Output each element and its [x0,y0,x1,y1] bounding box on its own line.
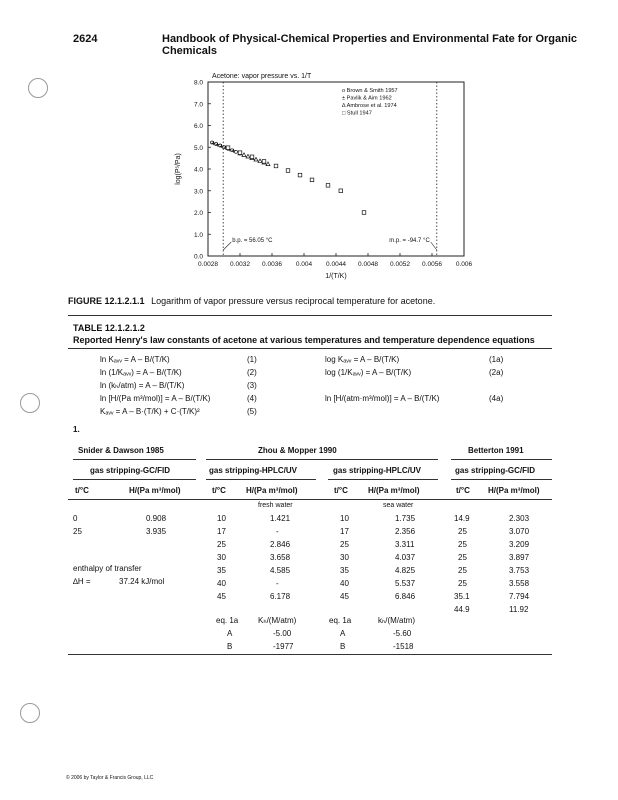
x-tick-label: 0.0036 [262,261,282,268]
legend-entry: o Brown & Smith 1957 [342,88,398,94]
table-cell: 4.037 [395,553,416,562]
group-method: gas stripping-GC/FID [90,466,170,475]
equation-number: (3) [247,381,257,390]
table-cell: 35 [217,566,226,575]
y-tick-label: 7.0 [193,101,203,109]
sub-header: sea water [383,502,414,509]
enthalpy-symbol: ∆H = [73,577,91,586]
table-cell: 35 [340,566,349,575]
part-label: 1. [73,425,80,434]
x-tick-label: 0.0032 [230,261,250,268]
eq-param: B [340,642,346,651]
table-cell: 3.558 [509,579,530,588]
table-cell: 3.935 [146,527,167,536]
table-cell: 6.178 [270,592,291,601]
enthalpy-label: enthalpy of transfer [73,564,142,573]
equation-number: (5) [247,407,257,416]
equation: ln [H/(atm·m³/mol)] = A – B/(T/K) [325,394,440,403]
table-cell: 11.92 [509,605,529,614]
data-point [326,184,330,188]
table-cell: 45 [340,592,349,601]
table-cell: 45 [217,592,226,601]
table-cell: 3.209 [509,540,530,549]
group-method: gas stripping-HPLC/UV [209,466,298,475]
eq-value: -1518 [393,642,414,651]
group-rule [206,459,438,460]
data-point [242,153,246,157]
reference-label: m.p. = -94.7 °C [389,238,430,244]
table-cell: 3.070 [509,527,530,536]
table-cell: 6.846 [395,592,416,601]
table-title: Reported Henry's law constants of acetone at various temperatures and temperature dependence equations [73,335,535,345]
table-cell: 0 [73,514,78,523]
divider [68,315,552,316]
plot-frame [208,82,464,256]
reference-pointer [223,242,231,250]
table-cell: 25 [458,540,467,549]
running-title: Handbook of Physical-Chemical Properties and Environmental Fate for Organic Chemicals [162,33,578,57]
x-tick-label: 0.004 [295,261,313,268]
equation-number: (1a) [489,355,504,364]
method-rule [328,479,438,480]
equation: log (1/Kₐᵥᵥ) = A – B/(T/K) [325,368,412,377]
y-tick-label: 0.0 [193,253,203,261]
y-tick-label: 8.0 [193,79,203,87]
data-point [211,141,214,144]
method-rule [73,479,196,480]
x-tick-label: 0.0052 [390,261,410,268]
equation-number: (4a) [489,394,504,403]
column-header: H/(Pa m³/mol) [368,486,420,495]
y-tick-label: 2.0 [193,210,203,217]
copyright: © 2006 by Taylor & Francis Group, LLC [66,775,154,781]
eq-value: -5.60 [393,629,412,638]
data-point [216,143,220,147]
equation-number: (4) [247,394,257,403]
reference-pointer [431,242,437,250]
data-point [286,169,290,173]
equation: log Kₐᵥᵥ = A – B/(T/K) [325,355,400,364]
table-cell: 3.658 [270,553,291,562]
x-tick-label: 0.0048 [358,261,378,268]
vapor-pressure-chart [160,66,480,292]
y-axis-label: log(Pˢ/Pa) [175,153,182,185]
data-point [238,151,242,155]
table-cell: 0.908 [146,514,167,523]
y-tick-label: 4.0 [193,166,203,174]
group-rule [451,459,552,460]
equation-number: (1) [247,355,257,364]
equation: ln [H/(Pa m³/mol)] = A – B/(T/K) [100,394,211,403]
table-cell: 2.303 [509,514,530,523]
table-cell: 25 [458,553,467,562]
table-cell: 25 [458,527,467,536]
x-tick-label: 0.006 [455,261,473,268]
table-cell: 1.421 [270,514,291,523]
table-cell: 3.753 [509,566,530,575]
eq-value: -1977 [273,642,294,651]
legend-entry: □ Stull 1947 [342,110,372,117]
chart-title: Acetone: vapor pressure vs. 1/T [212,73,312,80]
group-method: gas stripping-HPLC/UV [333,466,422,475]
table-number: TABLE 12.1.2.1.2 [73,323,145,333]
eq-header: kₕ/(M/atm) [378,616,416,625]
sub-header: fresh water [258,502,293,509]
table-cell: 25 [217,540,226,549]
group-author: Betterton 1991 [468,446,524,455]
x-tick-label: 0.0056 [422,261,442,268]
figure-caption-text: Logarithm of vapor pressure versus reciprocal temperature for acetone. [151,296,436,306]
equation: ln Kₐᵥᵥ = A – B/(T/K) [100,355,170,364]
data-point [250,155,254,159]
table-bottom-rule [68,654,552,655]
data-point [310,178,314,182]
method-rule [451,479,552,480]
table-cell: 17 [340,527,349,536]
x-tick-label: 0.0028 [198,261,218,268]
table-cell: 1.735 [395,514,416,523]
x-axis-label: 1/(T/K) [325,273,347,280]
column-header: H/(Pa m³/mol) [488,486,540,495]
table-cell: 2.356 [395,527,416,536]
data-point [226,146,230,150]
group-author: Zhou & Mopper 1990 [258,446,337,455]
column-header: H/(Pa m³/mol) [129,486,181,495]
table-cell: 35.1 [454,592,470,601]
equation: ln (1/Kₐᵥᵥ) = A – B/(T/K) [100,368,182,377]
table-cell: 4.825 [395,566,416,575]
table-cell: 30 [340,553,349,562]
data-point [362,211,366,215]
table-cell: 2.846 [270,540,291,549]
binder-hole [20,703,40,723]
header-rule [68,499,552,500]
eq-header: eq. 1a [216,616,239,625]
y-tick-label: 3.0 [193,188,203,196]
table-cell: - [276,527,279,536]
column-header: t/°C [75,486,89,495]
binder-hole [28,78,48,98]
equation: ln (kₕ/atm) = A – B/(T/K) [100,381,185,390]
equation: Kₐᵥᵥ = A – B·(T/K) + C·(T/K)² [100,407,200,416]
y-tick-label: 6.0 [193,123,203,130]
column-header: H/(Pa m³/mol) [246,486,298,495]
data-point [339,189,343,193]
data-point [254,157,258,161]
table-cell: 17 [217,527,226,536]
eq-value: -5.00 [273,629,292,638]
eq-header: Kₕ/(M/atm) [258,616,297,625]
table-cell: 3.311 [395,540,415,549]
figure-label: FIGURE 12.1.2.1.1 [68,296,145,306]
table-cell: 5.537 [395,579,416,588]
eq-header: eq. 1a [329,616,352,625]
table-rule [68,348,552,349]
eq-param: A [227,629,233,638]
column-header: t/°C [334,486,348,495]
column-header: t/°C [456,486,470,495]
page-number: 2624 [73,33,98,45]
reference-label: b.p. = 56.05 °C [232,238,273,244]
table-cell: 25 [73,527,82,536]
table-cell: 40 [217,579,226,588]
data-point [212,141,216,145]
data-point [258,159,262,163]
table-cell: 44.9 [454,605,470,614]
data-point [246,154,250,158]
equation-number: (2) [247,368,257,377]
group-rule [73,459,196,460]
table-cell: 3.897 [509,553,530,562]
data-point [274,164,278,168]
figure-caption [68,296,435,306]
table-cell: 25 [458,566,467,575]
eq-param: B [227,642,233,651]
binder-hole [20,393,40,413]
column-header: t/°C [212,486,226,495]
y-tick-label: 5.0 [193,144,203,152]
table-cell: 4.585 [270,566,291,575]
table-cell: 25 [340,540,349,549]
enthalpy-value: 37.24 kJ/mol [119,577,165,586]
table-cell: 10 [340,514,349,523]
table-cell: 40 [340,579,349,588]
legend-entry: ∆ Ambrose et al. 1974 [342,103,397,109]
table-cell: 14.9 [454,514,470,523]
table-cell: 7.794 [509,592,530,601]
table-cell: 30 [217,553,226,562]
eq-param: A [340,629,346,638]
method-rule [206,479,316,480]
data-point [262,160,266,164]
table-cell: - [276,579,279,588]
x-tick-label: 0.0044 [326,261,346,268]
group-method: gas stripping-GC/FID [455,466,535,475]
table-cell: 25 [458,579,467,588]
data-point [266,162,270,166]
y-tick-label: 1.0 [193,231,203,239]
data-point [220,144,224,148]
data-point [298,173,302,177]
table-cell: 10 [217,514,226,523]
equation-number: (2a) [489,368,504,377]
legend-entry: ± Pavlik & Aim 1962 [342,95,392,102]
group-author: Snider & Dawson 1985 [78,446,164,455]
